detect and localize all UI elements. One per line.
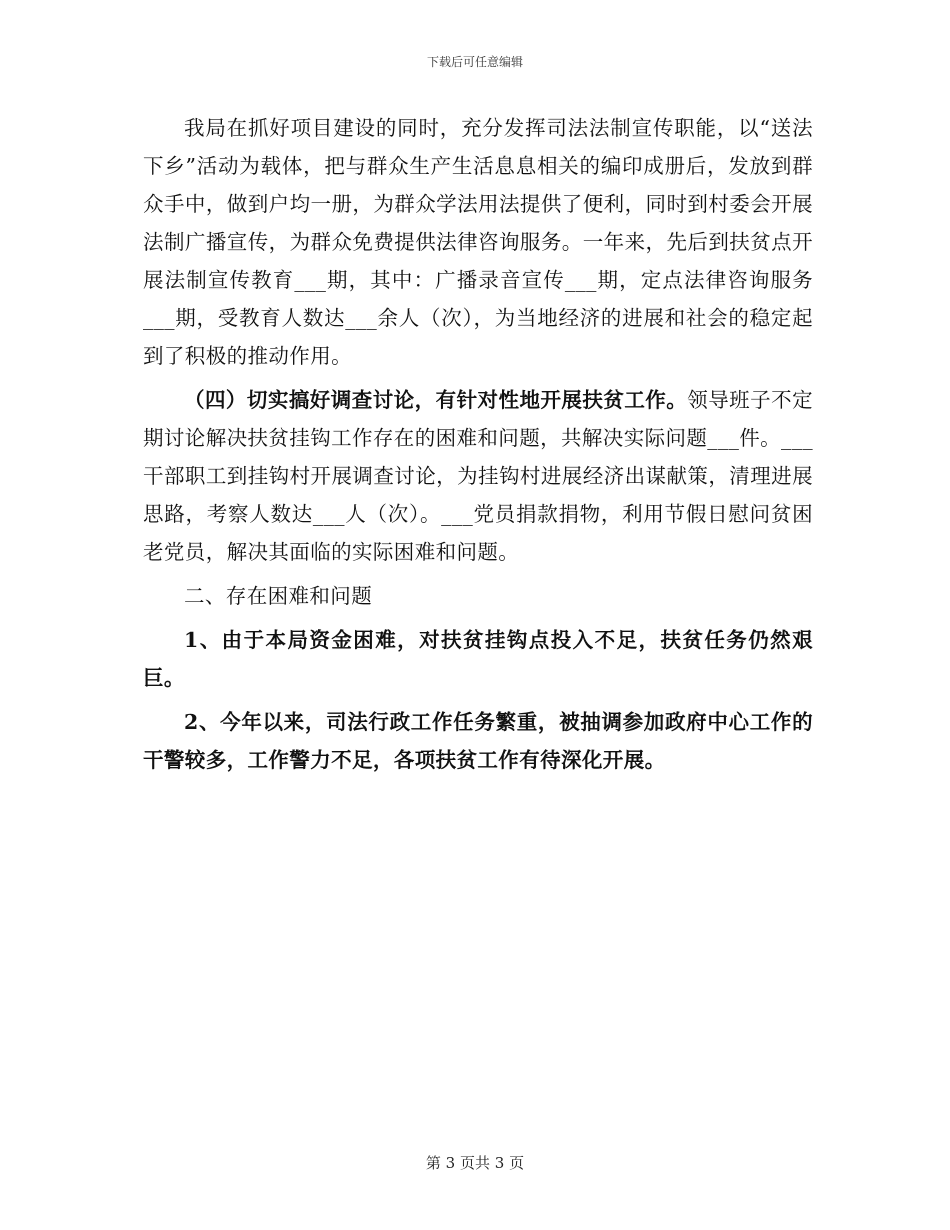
problem-text: 1、由于本局资金困难，对扶贫挂钩点投入不足，扶贫任务仍然艰巨。 (143, 628, 813, 690)
section-heading-two (143, 577, 813, 615)
problem-item-2 (143, 703, 813, 779)
paragraph-legal-publicity (143, 109, 813, 375)
problem-item-1 (143, 621, 813, 697)
problem-text: 2、今年以来，司法行政工作任务繁重，被抽调参加政府中心工作的干警较多，工作警力不足，各项扶贫工作有待深化开展。 (143, 710, 813, 772)
page-number: 第 3 页共 3 页 (425, 1154, 525, 1172)
paragraph-section-four (143, 381, 813, 571)
paragraph-text: 我局在抓好项目建设的同时，充分发挥司法法制宣传职能，以“送法下乡”活动为载体，把与群众生产生活息息相关的编印成册后，发放到群众手中，做到户均一册，为群众学法用法提供了便利，同时到村委会开展法制广播宣传，为群众免费提供法律咨询服务。一年来，先后到扶贫点开展法制宣传教育___期，其中：广播录音宣传___期，定点法律咨询服务___期，受教育人数达___余人（次），为当地经济的进展和社会的稳定起到了积极的推动作用。 (143, 116, 813, 368)
document-body (143, 109, 813, 785)
heading-text: 二、存在困难和问题 (184, 584, 373, 608)
section-heading-four: （四）切实搞好调查讨论，有针对性地开展扶贫工作。 (184, 388, 688, 412)
paragraph-text: 领导班子不定期讨论解决扶贫挂钩工作存在的困难和问题，共解决实际问题___件。___干部职工到挂钩村开展调查讨论，为挂钩村进展经济出谋献策，清理进展思路，考察人数达___人（次）。___党员捐款捐物，利用节假日慰问贫困老党员，解决其面临的实际困难和问题。 (143, 388, 813, 564)
header-note: 下载后可任意编辑 (426, 55, 523, 69)
